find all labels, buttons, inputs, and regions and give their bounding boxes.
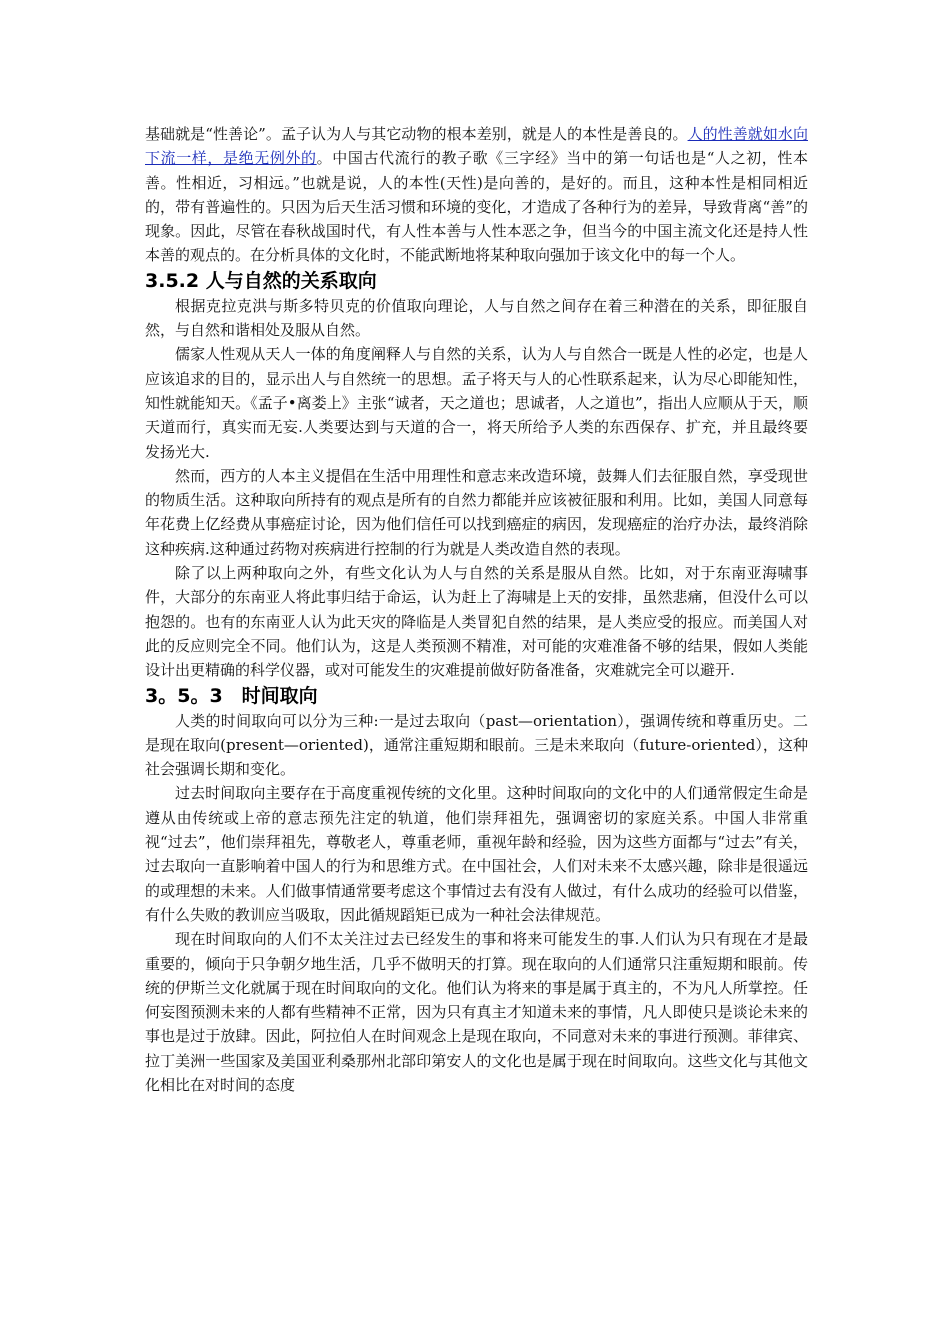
paragraph-text: 。中国古代流行的教子歌《三字经》当中的第一句话也是“人之初，性本善。性相近，习相远。”也就是说，人的本性(天性)是向善的，是好的。而且，这种本性是相同相近的，带有普遍性的。只因为后天生活习惯和环境的变化，才造成了各种行为的差异，导致背离“善”的现象。因此，尽管在春秋战国时代，有人性本善与人性本恶之争，但当今的中国主流文化还是持人性本善的观点的。在分析具体的文化时，不能武断地将某种取向强加于该文化中的每一个人。	[145, 149, 808, 265]
section-heading-human-nature-relation: 3.5.2 人与自然的关系取向	[145, 269, 377, 292]
paragraph-obey-nature: 除了以上两种取向之外，有些文化认为人与自然的关系是服从自然。比如，对于东南亚海啸事件，大部分的东南亚人将此事归结于命运，认为赶上了海啸是上天的安排，虽然悲痛，但没什么可以抱怨的。也有的东南亚人认为此天灾的降临是人类冒犯自然的结果，是人类应受的报应。而美国人对此的反应则完全不同。他们认为，这是人类预测不精准，对可能的灾难准备不够的结果，假如人类能设计出更精确的科学仪器，或对可能发生的灾难提前做好防备准备，灾难就完全可以避开.	[145, 564, 808, 680]
paragraph-western-view: 然而，西方的人本主义提倡在生活中用理性和意志来改造环境，鼓舞人们去征服自然，享受现世的物质生活。这种取向所持有的观点是所有的自然力都能并应该被征服和利用。比如，美国人同意每年花费上亿经费从事癌症讨论，因为他们信任可以找到癌症的病因，发现癌症的治疗办法，最终消除这种疾病.这种通过药物对疾病进行控制的行为就是人类改造自然的表现。	[145, 466, 808, 558]
paragraph-three-time-orientations: 人类的时间取向可以分为三种:一是过去取向（past—orientation），强调传统和尊重历史。二是现在取向(present—oriented)，通常注重短期和眼前。三是未来取向（future-oriented），这种社会强调长期和变化。	[145, 711, 808, 779]
paragraph-past-orientation: 过去时间取向主要存在于高度重视传统的文化里。这种时间取向的文化中的人们通常假定生命是遵从由传统或上帝的意志预先注定的轨道，他们崇拜祖先，强调密切的家庭关系。中国人非常重视“过去”，他们崇拜祖先，尊敬老人，尊重老师，重视年龄和经验，因为这些方面都与“过去”有关，过去取向一直影响着中国人的行为和思维方式。在中国社会，人们对未来不太感兴趣，除非是很遥远的或理想的未来。人们做事情通常要考虑这个事情过去有没有人做过，有什么成功的经验可以借鉴，有什么失败的教训应当吸取，因此循规蹈矩已成为一种社会法律规范。	[145, 784, 808, 924]
paragraph-human-nature-conclusion	[145, 122, 808, 268]
hyperlink-text[interactable]: 人的性善就如水向下流一样，是绝无例外的	[145, 125, 808, 168]
paragraph-text: 基础就是“性善论”。孟子认为人与其它动物的根本差别，就是人的本性是善良的。	[145, 125, 688, 143]
paragraph-present-orientation: 现在时间取向的人们不太关注过去已经发生的事和将来可能发生的事.人们认为只有现在才是最重要的，倾向于只争朝夕地生活，几乎不做明天的打算。现在取向的人们通常只注重短期和眼前。传统的伊斯兰文化就属于现在时间取向的文化。他们认为将来的事是属于真主的，不为凡人所掌控。任何妄图预测未来的人都有些精神不正常，因为只有真主才知道未来的事情，凡人即使只是谈论未来的事也是过于放肆。因此，阿拉伯人在时间观念上是现在取向，不同意对未来的事进行预测。菲律宾、拉丁美洲一些国家及美国亚利桑那州北部印第安人的文化也是属于现在时间取向。这些文化与其他文化相比在对时间的态度	[145, 930, 808, 1094]
document-body	[145, 122, 808, 1097]
paragraph-confucian-view: 儒家人性观从天人一体的角度阐释人与自然的关系，认为人与自然合一既是人性的必定，也是人应该追求的目的，显示出人与自然统一的思想。孟子将天与人的心性联系起来，认为尽心即能知性，知性就能知天。《孟子•离娄上》主张“诚者，天之道也；思诚者，人之道也”，指出人应顺从于天，顺天道而行，真实而无妄.人类要达到与天道的合一，将天所给予人类的东西保存、扩充，并且最终要发扬光大.	[145, 345, 808, 461]
paragraph-three-relations: 根据克拉克洪与斯多特贝克的价值取向理论，人与自然之间存在着三种潜在的关系，即征服自然，与自然和谐相处及服从自然。	[145, 296, 808, 340]
section-heading-time-orientation: 3。5。3 时间取向	[145, 684, 318, 707]
